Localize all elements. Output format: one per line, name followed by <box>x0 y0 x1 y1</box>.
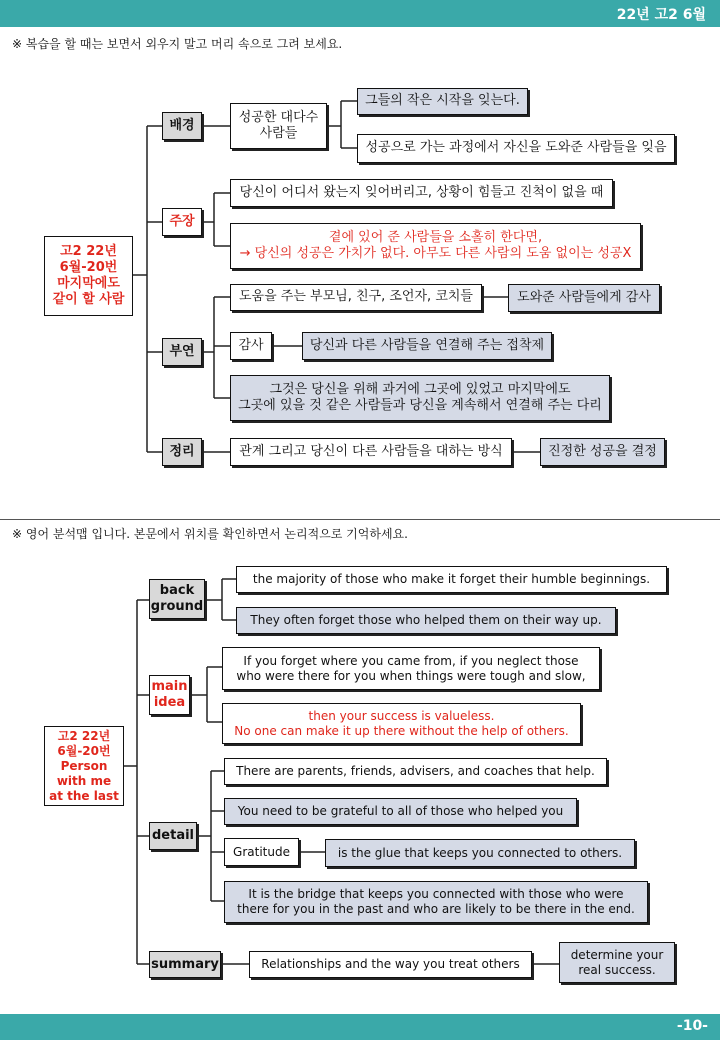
english-detail-item-1: There are parents, friends, advisers, and coaches that help. <box>224 758 607 785</box>
korean-support-label: 부연 <box>162 338 202 366</box>
korean-support-item-2: 감사 <box>230 332 272 360</box>
english-main-idea-item-1: If you forget where you came from, if you neglect those who were there for you when things were tough and slow, <box>222 647 600 690</box>
english-summary-item: Relationships and the way you treat others <box>249 951 532 978</box>
korean-root-node: 고2 22년 6월-20번 마지막에도 같이 할 사람 <box>44 236 133 316</box>
footer-bar <box>0 1014 720 1040</box>
english-background-item-1: the majority of those who make it forget their humble beginnings. <box>236 566 667 593</box>
english-main-idea-label: main idea <box>149 675 190 715</box>
english-background-label: back ground <box>149 579 205 619</box>
english-summary-label: summary <box>149 951 221 978</box>
korean-background-label: 배경 <box>162 112 202 140</box>
korean-background-item-1: 그들의 작은 시작을 잊는다. <box>357 88 528 115</box>
korean-summary-result: 진정한 성공을 결정 <box>540 438 665 466</box>
english-analysis-note: ※ 영어 분석맵 입니다. 본문에서 위치를 확인하면서 논리적으로 기억하세요. <box>12 527 408 541</box>
korean-summary-item: 관계 그리고 당신이 다른 사람들을 대하는 방식 <box>230 438 512 466</box>
english-main-idea-item-2: then your success is valueless. No one can make it up there without the help of others. <box>222 703 581 744</box>
english-detail-item-3-result: is the glue that keeps you connected to others. <box>325 839 635 867</box>
korean-claim-item-1: 당신이 어디서 왔는지 잊어버리고, 상황이 힘들고 진척이 없을 때 <box>230 179 613 207</box>
korean-support-item-2-result: 당신과 다른 사람들을 연결해 주는 접착제 <box>302 332 552 360</box>
korean-support-item-3: 그것은 당신을 위해 과거에 그곳에 있었고 마지막에도 그곳에 있을 것 같은 사람들과 당신을 계속해서 연결해 주는 다리 <box>230 375 610 421</box>
english-summary-result: determine your real success. <box>559 942 675 983</box>
korean-summary-label: 정리 <box>162 438 202 466</box>
korean-claim-item-2: 곁에 있어 준 사람들을 소홀히 한다면, → 당신의 성공은 가치가 없다. 아무도 다른 사람의 도움 없이는 성공X <box>230 223 641 269</box>
english-background-item-2: They often forget those who helped them on their way up. <box>236 607 616 634</box>
page-number: -10- <box>676 1018 708 1034</box>
header-title: 22년 고2 6월 <box>616 7 706 23</box>
korean-background-sub: 성공한 대다수 사람들 <box>230 103 327 149</box>
english-root-node: 고2 22년 6월-20번 Person with me at the last <box>44 726 124 806</box>
english-detail-item-2: You need to be grateful to all of those who helped you <box>224 798 577 825</box>
section-divider <box>0 519 720 520</box>
korean-review-note: ※ 복습을 할 때는 보면서 외우지 말고 머리 속으로 그려 보세요. <box>12 37 343 51</box>
english-detail-item-3: Gratitude <box>224 838 299 866</box>
english-detail-label: detail <box>149 822 197 850</box>
korean-support-item-1-result: 도와준 사람들에게 감사 <box>508 284 660 312</box>
korean-background-item-2: 성공으로 가는 과정에서 자신을 도와준 사람들을 잊음 <box>357 134 675 163</box>
english-detail-item-4: It is the bridge that keeps you connected with those who were there for you in the past and who are likely to be there in the end. <box>224 881 648 923</box>
korean-support-item-1: 도움을 주는 부모님, 친구, 조언자, 코치들 <box>230 284 482 311</box>
korean-claim-label: 주장 <box>162 208 202 236</box>
